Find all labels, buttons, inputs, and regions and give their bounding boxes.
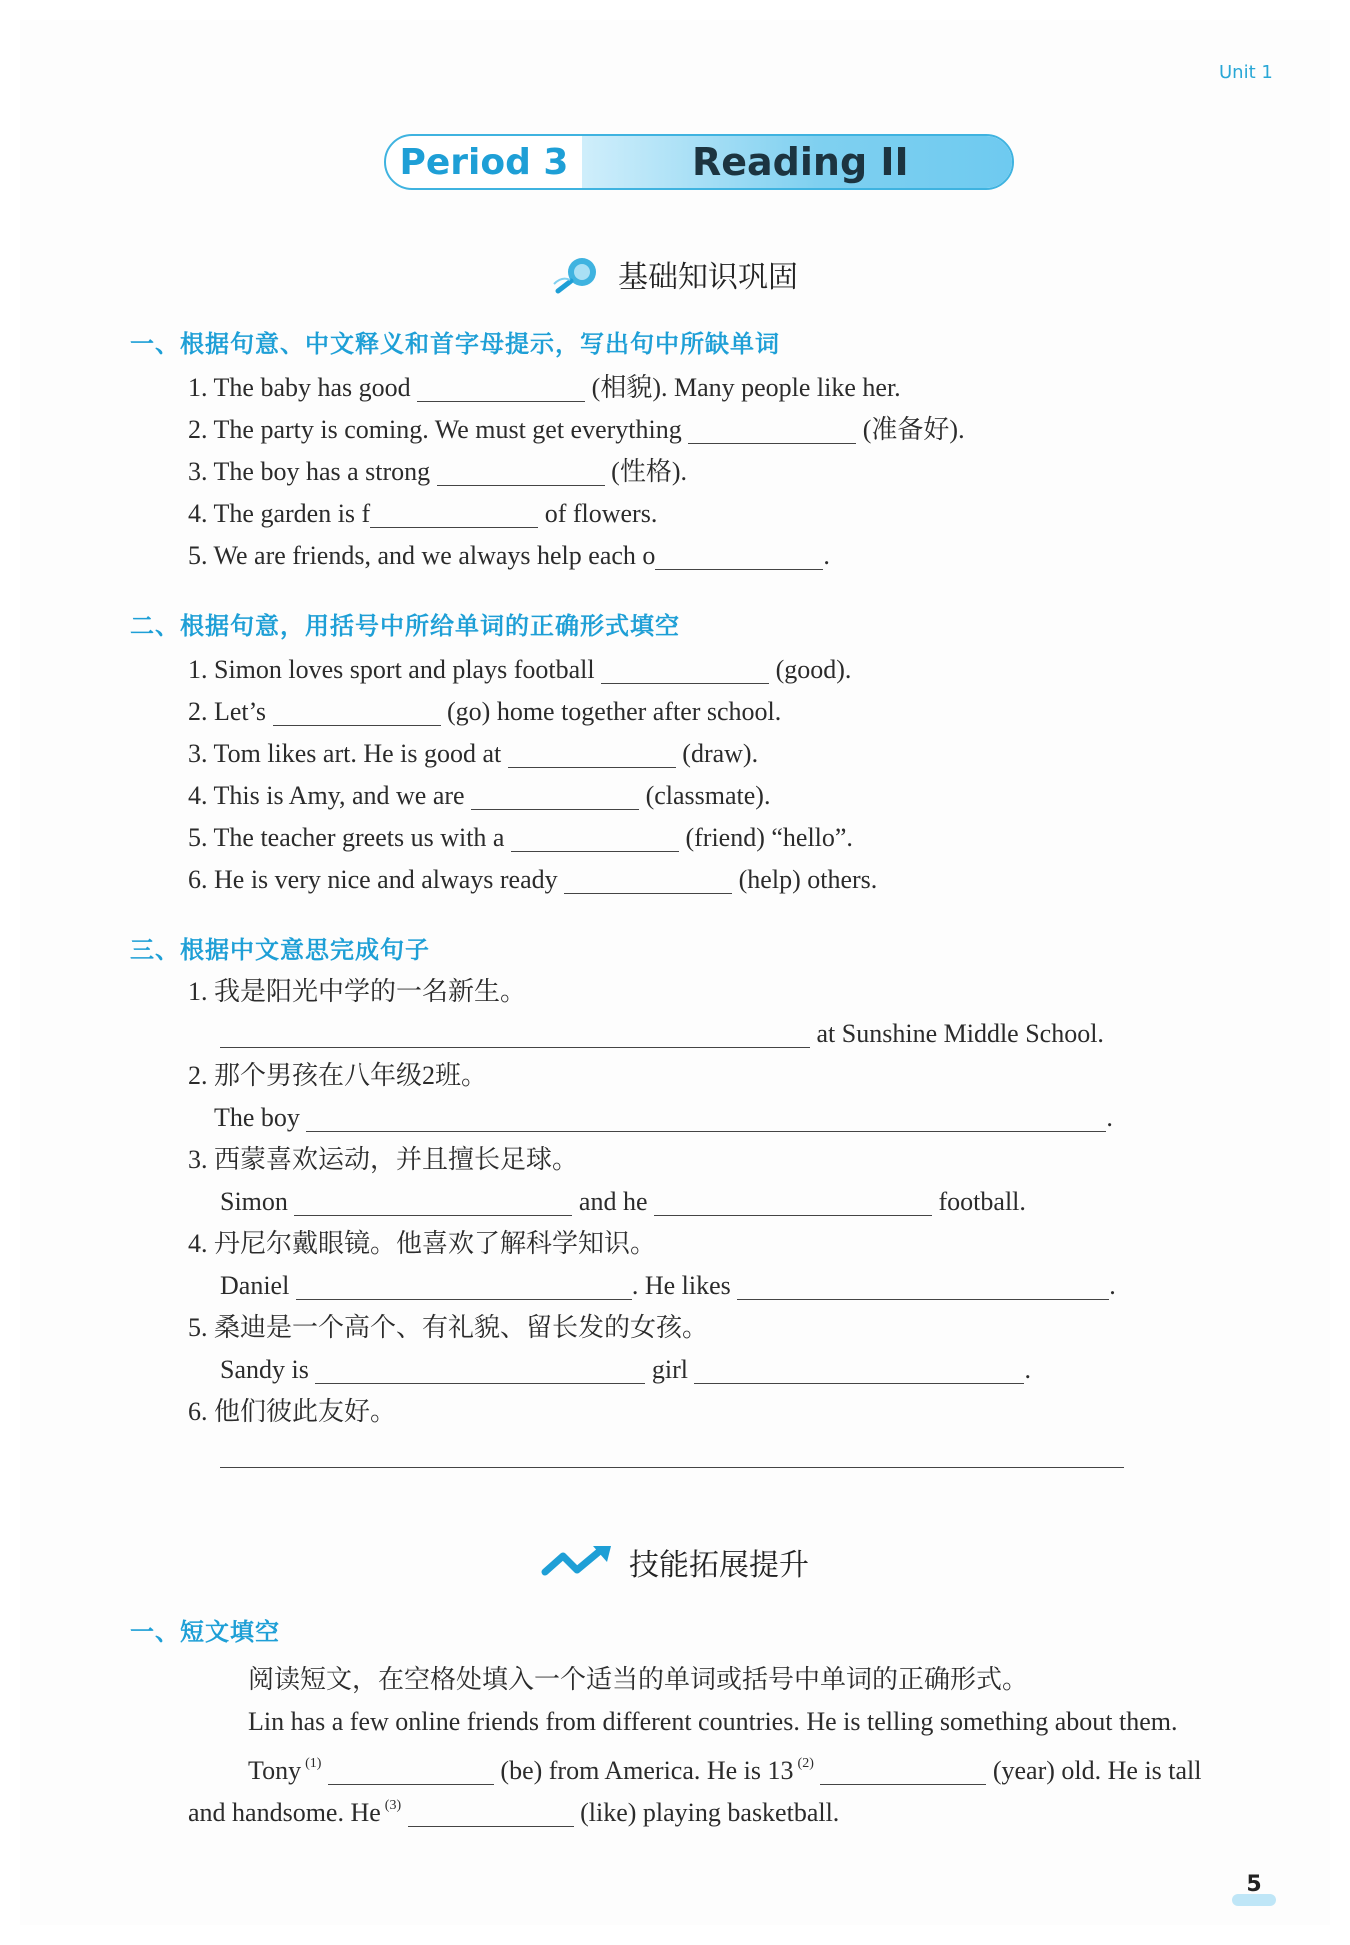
item-text: (性格). <box>611 457 687 486</box>
item-text: The baby has good <box>213 373 411 402</box>
passage-text: Tony <box>248 1756 302 1785</box>
item-number: 4. <box>188 499 208 528</box>
answer-line <box>214 1102 1113 1134</box>
list-item <box>188 654 851 686</box>
answer-blank[interactable] <box>408 1799 574 1827</box>
list-item <box>188 1396 396 1428</box>
item-text: The party is coming. We must get everything <box>213 415 682 444</box>
passage-text: (be) from America. He is 13 <box>500 1756 794 1785</box>
blank-number: (3) <box>384 1798 402 1813</box>
answer-blank[interactable] <box>296 1272 632 1300</box>
answer-blank[interactable] <box>220 1020 810 1048</box>
list-item <box>188 780 770 812</box>
answer-blank[interactable] <box>437 458 605 486</box>
item-number: 1. <box>188 655 208 684</box>
answer-blank[interactable] <box>417 374 585 402</box>
answer-blank[interactable] <box>688 416 856 444</box>
answer-blank[interactable] <box>601 656 769 684</box>
item-number: 4. <box>188 1229 208 1258</box>
answer-line <box>220 1354 1031 1386</box>
item-text: (go) home together after school. <box>447 697 782 726</box>
chinese-prompt: 桑迪是一个高个、有礼貌、留长发的女孩。 <box>214 1313 709 1342</box>
item-text: He is very nice and always ready <box>214 865 558 894</box>
item-text: (相貌). Many people like her. <box>591 373 901 402</box>
blank-number: (1) <box>305 1756 322 1771</box>
item-text: at Sunshine Middle School. <box>816 1019 1104 1048</box>
answer-blank[interactable] <box>306 1104 1106 1132</box>
item-text: The teacher greets us with a <box>213 823 505 852</box>
item-number: 4. <box>188 781 208 810</box>
answer-blank[interactable] <box>508 740 676 768</box>
skills-part1-title: 一、短文填空 <box>130 1618 280 1646</box>
item-text: Simon loves sport and plays football <box>214 655 595 684</box>
item-text: (准备好). <box>862 415 965 444</box>
item-number: 5. <box>188 823 208 852</box>
answer-blank[interactable] <box>737 1272 1109 1300</box>
answer-blank[interactable] <box>294 1188 572 1216</box>
item-number: 6. <box>188 865 208 894</box>
answer-blank[interactable] <box>220 1440 1124 1468</box>
answer-blank[interactable] <box>328 1757 494 1785</box>
item-text: . <box>823 541 830 570</box>
item-text: (friend) “hello”. <box>685 823 853 852</box>
skills-heading-text: 技能拓展提升 <box>629 1548 809 1583</box>
answer-blank[interactable] <box>694 1356 1024 1384</box>
list-item <box>188 864 877 896</box>
item-text: This is Amy, and we are <box>213 781 465 810</box>
item-text: (classmate). <box>645 781 771 810</box>
answer-blank[interactable] <box>654 1188 932 1216</box>
item-text: Let’s <box>214 697 266 726</box>
chinese-prompt: 西蒙喜欢运动，并且擅长足球。 <box>214 1145 579 1174</box>
answer-blank[interactable] <box>315 1356 645 1384</box>
list-item <box>188 976 526 1008</box>
answer-blank[interactable] <box>820 1757 986 1785</box>
answer-blank[interactable] <box>471 782 639 810</box>
list-item <box>188 1312 708 1344</box>
item-number: 3. <box>188 1145 208 1174</box>
list-item <box>188 372 901 404</box>
item-text: We are friends, and we always help each o <box>213 541 656 570</box>
period-banner <box>384 134 1014 190</box>
item-text: (draw). <box>682 739 759 768</box>
chinese-prompt: 那个男孩在八年级2班。 <box>214 1061 488 1090</box>
passage-text: and handsome. He <box>188 1798 381 1827</box>
item-text: girl <box>651 1355 688 1384</box>
item-text: of flowers. <box>544 499 658 528</box>
list-item <box>188 414 965 446</box>
item-text: football. <box>938 1187 1026 1216</box>
passage-line <box>188 1790 839 1829</box>
item-text: . He likes <box>631 1271 731 1300</box>
list-item <box>188 822 853 854</box>
item-text: Daniel <box>220 1271 290 1300</box>
list-item <box>188 696 781 728</box>
item-number: 3. <box>188 457 208 486</box>
period-label: Period 3 <box>399 141 569 183</box>
answer-line <box>220 1438 1124 1470</box>
item-text: Simon <box>220 1187 288 1216</box>
passage-line <box>248 1748 1202 1787</box>
item-number: 6. <box>188 1397 208 1426</box>
answer-blank[interactable] <box>370 500 538 528</box>
item-text: . <box>1106 1103 1113 1132</box>
item-text: and he <box>578 1187 648 1216</box>
item-number: 2. <box>188 415 208 444</box>
part3-title: 三、根据中文意思完成句子 <box>130 936 430 964</box>
passage-text: (like) playing basketball. <box>580 1798 840 1827</box>
page-number <box>1232 1872 1276 1908</box>
answer-blank[interactable] <box>564 866 732 894</box>
trend-arrow-icon <box>541 1544 613 1580</box>
item-text: Sandy is <box>220 1355 309 1384</box>
item-number: 3. <box>188 739 208 768</box>
item-text: The garden is f <box>213 499 371 528</box>
list-item <box>188 738 758 770</box>
lesson-title: Reading II <box>582 136 1012 188</box>
item-text: The boy <box>214 1103 300 1132</box>
skills-section-heading <box>0 1540 1350 1584</box>
answer-line <box>220 1018 1104 1050</box>
list-item <box>188 1228 656 1260</box>
instruction-text: 阅读短文，在空格处填入一个适当的单词或括号中单词的正确形式。 <box>248 1665 1029 1694</box>
blank-number: (2) <box>797 1756 814 1771</box>
item-text: (good). <box>775 655 852 684</box>
item-number: 1. <box>188 373 208 402</box>
item-number: 5. <box>188 541 208 570</box>
passage-text: (year) old. He is tall <box>992 1756 1202 1785</box>
list-item <box>188 540 830 572</box>
list-item <box>188 456 687 488</box>
item-text: . <box>1109 1271 1116 1300</box>
answer-blank[interactable] <box>273 698 441 726</box>
part2-title: 二、根据句意，用括号中所给单词的正确形式填空 <box>130 612 680 640</box>
passage-line: Lin has a few online friends from different countries. He is telling something about them. <box>248 1707 1178 1736</box>
page-number-text: 5 <box>1246 1872 1262 1897</box>
basic-heading-text: 基础知识巩固 <box>618 260 798 295</box>
answer-line <box>220 1186 1026 1218</box>
part1-title: 一、根据句意、中文释义和首字母提示，写出句中所缺单词 <box>130 330 780 358</box>
unit-label: Unit 1 <box>1219 62 1273 83</box>
list-item <box>188 1144 578 1176</box>
chinese-prompt: 丹尼尔戴眼镜。他喜欢了解科学知识。 <box>214 1229 657 1258</box>
item-text: . <box>1024 1355 1031 1384</box>
answer-line <box>220 1270 1116 1302</box>
chinese-prompt: 他们彼此友好。 <box>214 1397 397 1426</box>
item-number: 2. <box>188 1061 208 1090</box>
answer-blank[interactable] <box>511 824 679 852</box>
list-item <box>188 498 657 530</box>
item-text: The boy has a strong <box>213 457 431 486</box>
basic-section-heading <box>0 252 1350 296</box>
item-number: 2. <box>188 697 208 726</box>
chinese-prompt: 我是阳光中学的一名新生。 <box>214 977 527 1006</box>
list-item <box>188 1060 487 1092</box>
answer-blank[interactable] <box>655 542 823 570</box>
item-text: (help) others. <box>738 865 878 894</box>
item-number: 1. <box>188 977 208 1006</box>
magnifier-icon <box>552 254 602 294</box>
item-number: 5. <box>188 1313 208 1342</box>
item-text: Tom likes art. He is good at <box>213 739 502 768</box>
